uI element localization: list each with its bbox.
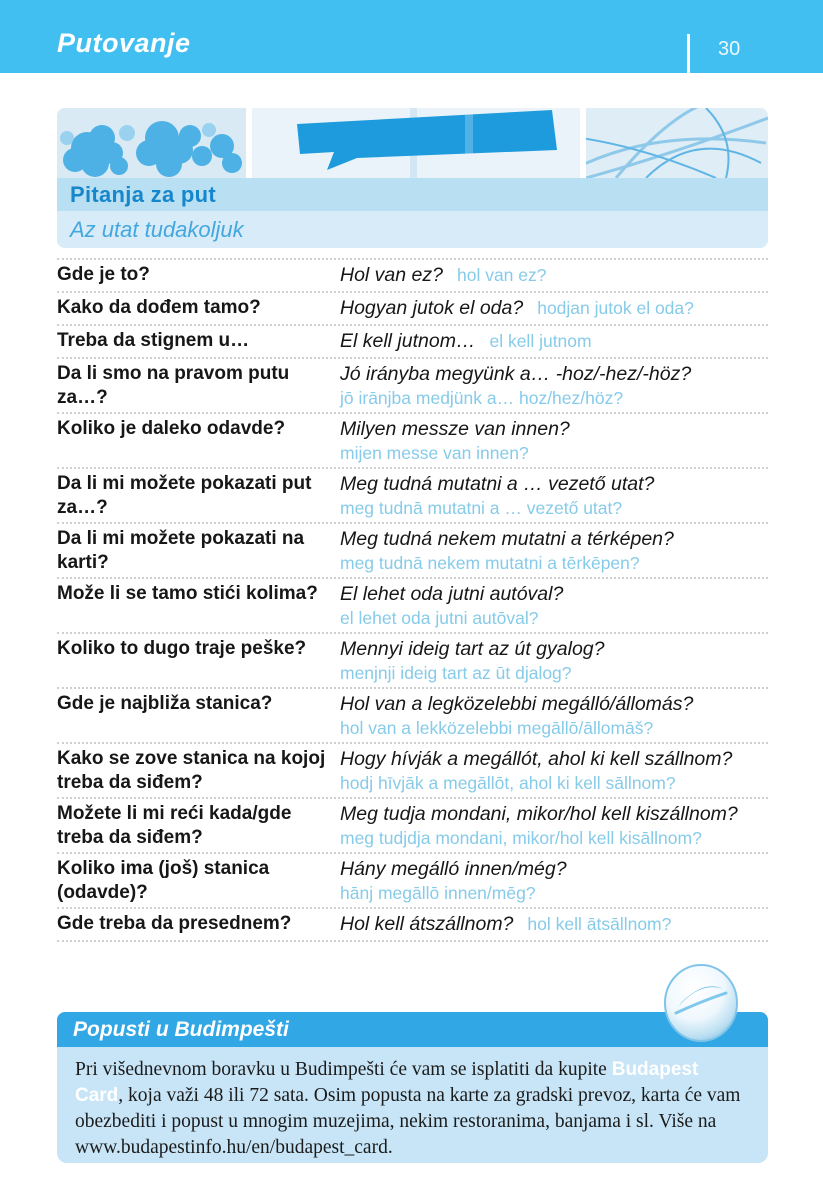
pronunciation: hol van a lekközelebbi megāllō/āllomāš? <box>340 718 654 738</box>
pronunciation: el kell jutnom <box>489 331 592 351</box>
note-box <box>57 1047 768 1163</box>
hungarian-phrase: El kell jutnom… <box>340 330 476 352</box>
hungarian-phrase: El lehet oda jutni autóval? <box>340 583 564 605</box>
hungarian-phrase: Hogy hívják a megállót, ahol ki kell szállnom? <box>340 748 733 770</box>
pronunciation: el lehet oda jutni autōval? <box>340 608 539 628</box>
serbian-phrase: Koliko je daleko odavde? <box>57 418 286 439</box>
pronunciation: mijen messe van innen? <box>340 443 529 463</box>
pronunciation: meg tudnā mutatni a … vezető utat? <box>340 498 623 518</box>
phrase-row <box>57 689 768 744</box>
serbian-phrase: Kako da dođem tamo? <box>57 297 261 318</box>
pronunciation: hodj hīvjāk a megāllōt, ahol ki kell sāllnom? <box>340 773 676 793</box>
banner-signpost-photo <box>252 108 580 178</box>
pronunciation: meg tudnā nekem mutatni a tērkēpen? <box>340 553 640 573</box>
serbian-phrase: Da li mi možete pokazati put za…? <box>57 473 312 518</box>
phrase-table <box>57 258 768 942</box>
serbian-phrase: Da li smo na pravom putu za…? <box>57 363 290 408</box>
banner-reeds-photo <box>586 108 768 178</box>
hungarian-phrase: Mennyi ideig tart az út gyalog? <box>340 638 605 660</box>
section-subtitle: Az utat tudakoljuk <box>70 216 244 242</box>
page-header <box>0 0 823 73</box>
pronunciation: hodjan jutok el oda? <box>537 298 694 318</box>
phrase-row <box>57 854 768 909</box>
hungarian-phrase: Milyen messze van innen? <box>340 418 570 440</box>
hungarian-phrase: Jó irányba megyünk a… -hoz/-hez/-höz? <box>340 363 692 385</box>
phrase-row <box>57 634 768 689</box>
pronunciation: menjnji ideig tart az ūt djalog? <box>340 663 572 683</box>
section-subheader <box>57 211 768 248</box>
hungarian-phrase: Hol van ez? <box>340 264 443 286</box>
section-title: Pitanja za put <box>70 181 216 207</box>
phrase-row <box>57 260 768 293</box>
serbian-phrase: Treba da stignem u… <box>57 330 250 351</box>
hungarian-phrase: Hol van a legközelebbi megálló/állomás? <box>340 693 694 715</box>
phrase-row <box>57 293 768 326</box>
hungarian-phrase: Meg tudja mondani, mikor/hol kell kiszállnom? <box>340 803 738 825</box>
pronunciation: hānj megāllō innen/mēg? <box>340 883 536 903</box>
banner-strip <box>57 108 768 178</box>
page-number: 30 <box>718 38 741 60</box>
banner-trees-photo <box>57 108 246 178</box>
serbian-phrase: Koliko ima (još) stanica (odavde)? <box>57 858 270 903</box>
header-divider <box>687 34 690 79</box>
phrase-row <box>57 799 768 854</box>
pronunciation: hol kell ātsāllnom? <box>527 914 672 934</box>
phrase-row <box>57 744 768 799</box>
serbian-phrase: Može li se tamo stići kolima? <box>57 583 318 604</box>
serbian-phrase: Gde treba da presednem? <box>57 913 292 934</box>
phrase-row <box>57 359 768 414</box>
phrase-row <box>57 579 768 634</box>
serbian-phrase: Da li mi možete pokazati na karti? <box>57 528 305 573</box>
hungarian-phrase: Hol kell átszállnom? <box>340 913 514 935</box>
phrase-row <box>57 414 768 469</box>
page-title: Putovanje <box>57 28 191 58</box>
phrase-row <box>57 469 768 524</box>
serbian-phrase: Koliko to dugo traje peške? <box>57 638 307 659</box>
sphere-icon <box>662 963 740 1043</box>
hungarian-phrase: Meg tudná mutatni a … vezető utat? <box>340 473 655 495</box>
hungarian-phrase: Hány megálló innen/még? <box>340 858 567 880</box>
section-header <box>57 178 768 211</box>
hungarian-phrase: Hogyan jutok el oda? <box>340 297 524 319</box>
note-title: Popusti u Budimpešti <box>73 1017 289 1041</box>
hungarian-phrase: Meg tudná nekem mutatni a térképen? <box>340 528 674 550</box>
serbian-phrase: Gde je najbliža stanica? <box>57 693 273 714</box>
serbian-phrase: Kako se zove stanica na kojoj treba da siđem? <box>57 748 326 793</box>
serbian-phrase: Gde je to? <box>57 264 150 285</box>
pronunciation: jō irānjba medjünk a… hoz/hez/höz? <box>340 388 624 408</box>
budapest-card-highlight: Budapest Card <box>75 1059 699 1106</box>
serbian-phrase: Možete li mi reći kada/gde treba da siđem? <box>57 803 292 848</box>
pronunciation: meg tudjdja mondani, mikor/hol kell kisāllnom? <box>340 828 702 848</box>
pronunciation: hol van ez? <box>456 265 547 285</box>
phrase-row <box>57 909 768 942</box>
phrase-row <box>57 524 768 579</box>
phrase-row <box>57 326 768 359</box>
note-text: Pri višednevnom boravku u Budimpešti će vam se isplatiti da kupite Budapest Card, koja važi 48 ili 72 sata. Osim popusta na karte za gradski prevoz, karta će vam obezbediti i popust u mnogim muzejima, nekim restoranima, banjama i sl. Više na www.budapestinfo.hu/en/budapest_card. <box>75 1059 741 1158</box>
